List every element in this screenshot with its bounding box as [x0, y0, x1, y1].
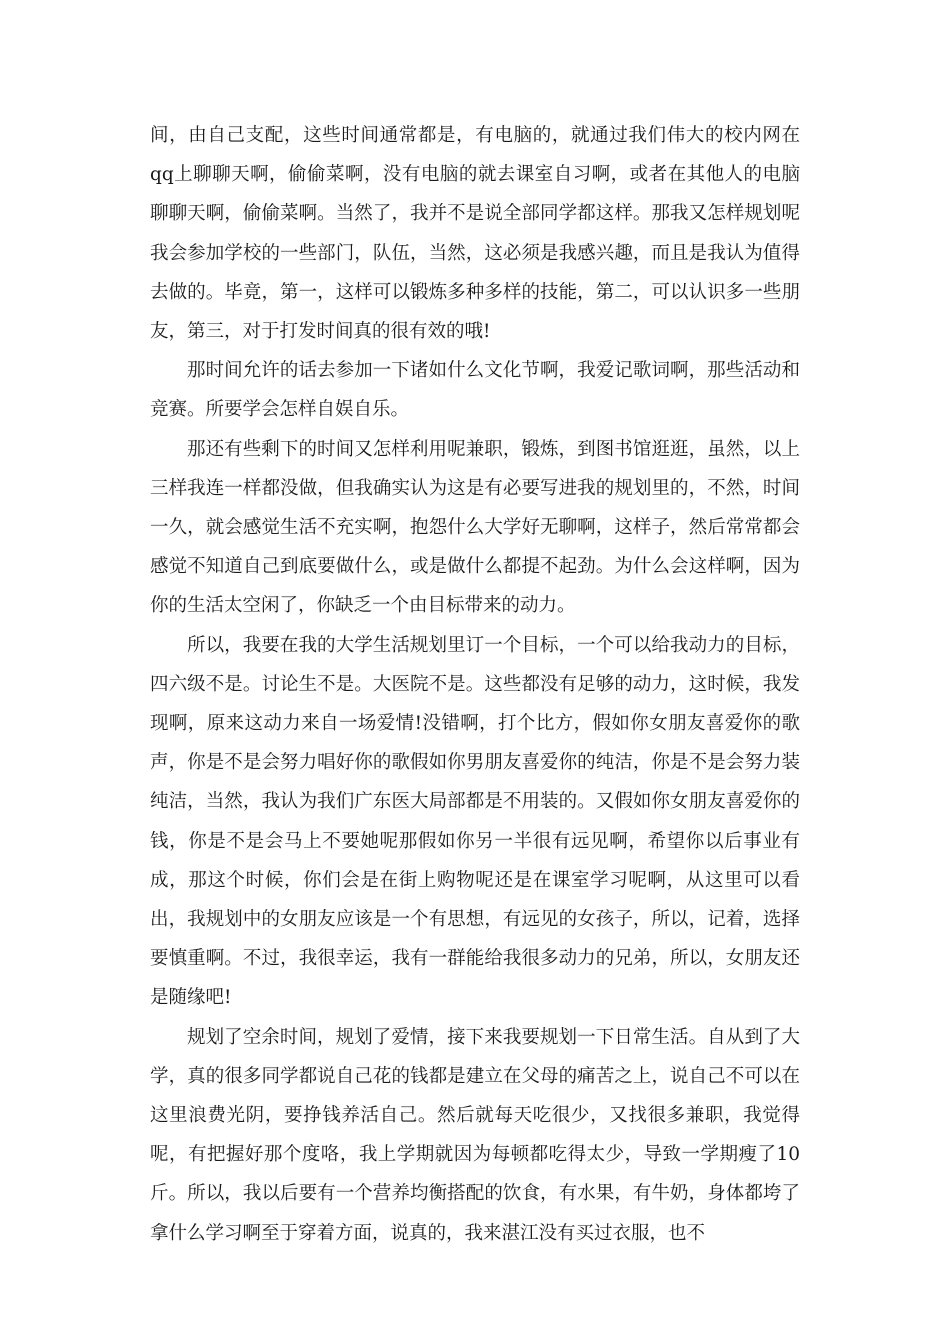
- paragraph: 所以，我要在我的大学生活规划里订一个目标，一个可以给我动力的目标，四六级不是。讨论生不是。大医院不是。这些都没有足够的动力，这时候，我发现啊，原来这动力来自一场爱情!没错啊，打个比方，假如你女朋友喜爱你的歌声，你是不是会努力唱好你的歌假如你男朋友喜爱你的纯洁，你是不是会努力装纯洁，当然，我认为我们广东医大局部都是不用装的。又假如你女朋友喜爱你的钱，你是不是会马上不要她呢那假如你另一半很有远见啊，希望你以后事业有成，那这个时候，你们会是在街上购物呢还是在课室学习呢啊，从这里可以看出，我规划中的女朋友应该是一个有思想，有远见的女孩子，所以，记着，选择要慎重啊。不过，我很幸运，我有一群能给我很多动力的兄弟，所以，女朋友还是随缘吧!: [150, 634, 800, 1009]
- paragraph: 那时间允许的话去参加一下诸如什么文化节啊，我爱记歌词啊，那些活动和竞赛。所要学会怎样自娱自乐。: [150, 360, 800, 421]
- paragraph-continuation: 间，由自己支配，这些时间通常都是，有电脑的，就通过我们伟大的校内网在qq上聊聊天啊，偷偷菜啊，没有电脑的就去课室自习啊，或者在其他人的电脑聊聊天啊，偷偷菜啊。当然了，我并不是说全部同学都这样。那我又怎样规划呢我会参加学校的一些部门，队伍，当然，这必须是我感兴趣，而且是我认为值得去做的。毕竟，第一，这样可以锻炼多种多样的技能，第二，可以认识多一些朋友，第三，对于打发时间真的很有效的哦!: [150, 125, 800, 343]
- document-body: [150, 116, 800, 1253]
- paragraph: 规划了空余时间，规划了爱情，接下来我要规划一下日常生活。自从到了大学，真的很多同学都说自己花的钱都是建立在父母的痛苦之上，说自己不可以在这里浪费光阴，要挣钱养活自己。然后就每天吃很少，又找很多兼职，我觉得呢，有把握好那个度咯，我上学期就因为每顿都吃得太少，导致一学期瘦了10斤。所以，我以后要有一个营养均衡搭配的饮食，有水果，有牛奶，身体都垮了拿什么学习啊至于穿着方面，说真的，我来湛江没有买过衣服，也不: [150, 1026, 800, 1244]
- paragraph: 那还有些剩下的时间又怎样利用呢兼职，锻炼，到图书馆逛逛，虽然，以上三样我连一样都没做，但我确实认为这是有必要写进我的规划里的，不然，时间一久，就会感觉生活不充实啊，抱怨什么大学好无聊啊，这样子，然后常常都会感觉不知道自己到底要做什么，或是做什么都提不起劲。为什么会这样啊，因为你的生活太空闲了，你缺乏一个由目标带来的动力。: [150, 438, 800, 617]
